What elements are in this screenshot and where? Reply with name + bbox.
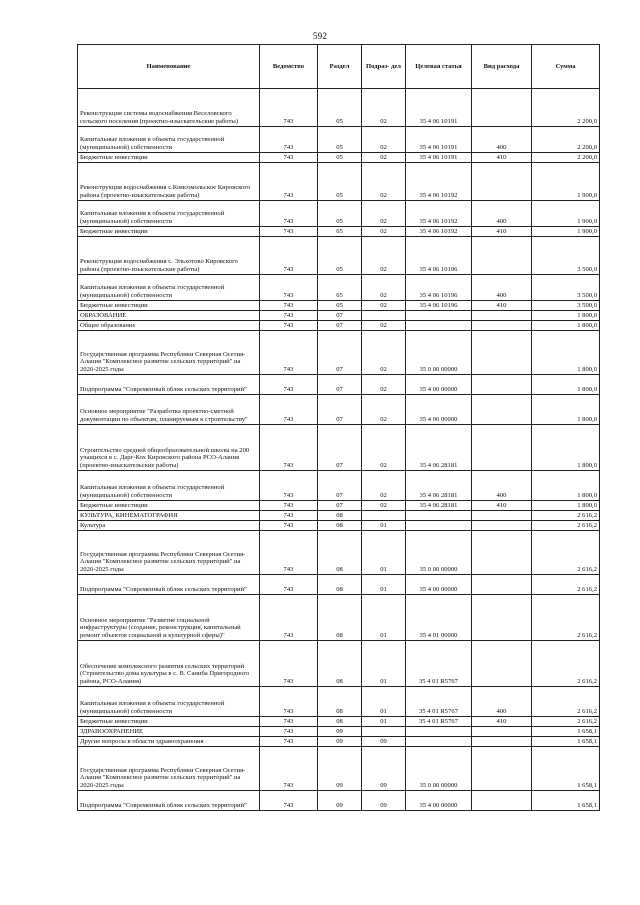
- row-amount: 1 800,0: [532, 311, 600, 321]
- row-target-article: 35 0 00 00000: [406, 531, 472, 575]
- row-subsection: 02: [362, 275, 406, 301]
- table-row: [78, 595, 600, 641]
- row-expense-type: [472, 747, 532, 791]
- row-department: 743: [260, 237, 318, 275]
- row-name: Основное мероприятие "Разработка проектно-сметной документации по объектам, планируемым к строительству": [78, 395, 260, 425]
- row-name: ОБРАЗОВАНИЕ: [78, 311, 260, 321]
- table-row: [78, 531, 600, 575]
- row-name: Обеспечение комплексного развития сельских территорий (Строительство дома культуры в с. В. Саниба Пригородного района, РСО-Алания): [78, 641, 260, 687]
- row-department: 743: [260, 311, 318, 321]
- row-subsection: 02: [362, 471, 406, 501]
- row-name: Подпрограмма "Современный облик сельских территорий": [78, 791, 260, 811]
- row-department: 743: [260, 595, 318, 641]
- row-target-article: [406, 727, 472, 737]
- row-target-article: [406, 737, 472, 747]
- row-subsection: 01: [362, 595, 406, 641]
- row-target-article: 35 4 01 00000: [406, 595, 472, 641]
- row-subsection: 02: [362, 395, 406, 425]
- row-subsection: 09: [362, 737, 406, 747]
- row-subsection: 02: [362, 301, 406, 311]
- row-expense-type: 410: [472, 717, 532, 727]
- row-department: 743: [260, 201, 318, 227]
- row-expense-type: 400: [472, 201, 532, 227]
- row-expense-type: 410: [472, 153, 532, 163]
- header-department: Ведомство: [260, 45, 318, 89]
- table-row: [78, 275, 600, 301]
- row-subsection: 02: [362, 163, 406, 201]
- row-subsection: 02: [362, 321, 406, 331]
- row-department: 743: [260, 791, 318, 811]
- row-subsection: [362, 311, 406, 321]
- header-name: Наименование: [78, 45, 260, 89]
- row-section: 07: [318, 375, 362, 395]
- row-name: Другие вопросы в области здравоохранения: [78, 737, 260, 747]
- row-name: Капитальные вложения в объекты государственной (муниципальной) собственности: [78, 687, 260, 717]
- row-section: 08: [318, 595, 362, 641]
- row-amount: 1 900,0: [532, 201, 600, 227]
- row-department: 743: [260, 227, 318, 237]
- row-amount: 2 616,2: [532, 511, 600, 521]
- row-name: Основное мероприятие "Развитие социальной инфраструктуры (создание, реконструкция, капитальный ремонт объектов социальной и культурной сферы)": [78, 595, 260, 641]
- row-expense-type: [472, 163, 532, 201]
- row-department: 743: [260, 727, 318, 737]
- row-department: 743: [260, 717, 318, 727]
- row-name: Подпрограмма "Современный облик сельских территорий": [78, 575, 260, 595]
- row-subsection: 02: [362, 375, 406, 395]
- row-expense-type: [472, 521, 532, 531]
- row-department: 743: [260, 687, 318, 717]
- row-amount: 2 616,2: [532, 531, 600, 575]
- row-target-article: 35 4 06 28181: [406, 501, 472, 511]
- row-name: Подпрограмма "Современный облик сельских территорий": [78, 375, 260, 395]
- row-section: 09: [318, 737, 362, 747]
- row-expense-type: [472, 425, 532, 471]
- row-section: 05: [318, 163, 362, 201]
- table-row: [78, 201, 600, 227]
- row-department: 743: [260, 163, 318, 201]
- row-section: 07: [318, 321, 362, 331]
- row-amount: 2 616,2: [532, 595, 600, 641]
- table-row: [78, 425, 600, 471]
- table-row: [78, 311, 600, 321]
- row-section: 07: [318, 395, 362, 425]
- row-department: 743: [260, 331, 318, 375]
- row-expense-type: 410: [472, 501, 532, 511]
- row-amount: 1 800,0: [532, 375, 600, 395]
- row-section: 07: [318, 425, 362, 471]
- table-row: [78, 127, 600, 153]
- row-department: 743: [260, 275, 318, 301]
- row-name: Строительство средней общеобразовательной школы на 200 учащихся в с. Дарг-Кох Кировского района РСО-Алания (проектно-изыскательские работы): [78, 425, 260, 471]
- row-section: 07: [318, 471, 362, 501]
- row-subsection: 02: [362, 425, 406, 471]
- header-target-article: Целевая статья: [406, 45, 472, 89]
- row-amount: 1 800,0: [532, 425, 600, 471]
- table-row: [78, 163, 600, 201]
- row-target-article: 35 0 00 00000: [406, 747, 472, 791]
- row-expense-type: [472, 395, 532, 425]
- row-department: 743: [260, 575, 318, 595]
- table-row: [78, 575, 600, 595]
- row-amount: 3 500,0: [532, 301, 600, 311]
- row-department: 743: [260, 641, 318, 687]
- row-name: Капитальные вложения в объекты государственной (муниципальной) собственности: [78, 275, 260, 301]
- row-expense-type: 400: [472, 275, 532, 301]
- row-department: 743: [260, 737, 318, 747]
- row-department: 743: [260, 321, 318, 331]
- table-row: [78, 521, 600, 531]
- row-department: 743: [260, 531, 318, 575]
- row-target-article: [406, 511, 472, 521]
- row-subsection: 09: [362, 791, 406, 811]
- row-target-article: 35 4 06 10191: [406, 127, 472, 153]
- row-target-article: [406, 311, 472, 321]
- row-amount: 2 616,2: [532, 687, 600, 717]
- row-section: 07: [318, 311, 362, 321]
- table-body: [78, 89, 600, 811]
- row-target-article: 35 4 06 10196: [406, 301, 472, 311]
- table-row: [78, 227, 600, 237]
- row-section: 05: [318, 227, 362, 237]
- row-name: Капитальные вложения в объекты государственной (муниципальной) собственности: [78, 127, 260, 153]
- row-target-article: 35 4 01 R5767: [406, 687, 472, 717]
- row-name: Государственная программа Республики Северная Осетия-Алания "Комплексное развитие сельских территорий" на 2020-2025 годы: [78, 747, 260, 791]
- table-row: [78, 237, 600, 275]
- row-department: 743: [260, 301, 318, 311]
- row-expense-type: 410: [472, 227, 532, 237]
- row-subsection: 09: [362, 747, 406, 791]
- row-amount: 1 658,1: [532, 727, 600, 737]
- row-name: Бюджетные инвестиции: [78, 227, 260, 237]
- row-expense-type: [472, 331, 532, 375]
- row-amount: 2 200,0: [532, 127, 600, 153]
- header-subsection: Подраз- дел: [362, 45, 406, 89]
- row-department: 743: [260, 127, 318, 153]
- row-section: 09: [318, 791, 362, 811]
- row-subsection: 02: [362, 89, 406, 127]
- row-section: 05: [318, 275, 362, 301]
- row-target-article: 35 4 06 10192: [406, 227, 472, 237]
- row-amount: 2 616,2: [532, 717, 600, 727]
- table-row: [78, 791, 600, 811]
- page-number: 592: [312, 31, 328, 41]
- row-subsection: 02: [362, 127, 406, 153]
- row-target-article: 35 4 01 R5767: [406, 717, 472, 727]
- row-name: Капитальные вложения в объекты государственной (муниципальной) собственности: [78, 201, 260, 227]
- table-header-row: [78, 45, 600, 89]
- table-row: [78, 395, 600, 425]
- row-target-article: 35 4 00 00000: [406, 791, 472, 811]
- row-section: 05: [318, 237, 362, 275]
- row-section: 07: [318, 331, 362, 375]
- row-expense-type: 410: [472, 301, 532, 311]
- row-name: Капитальные вложения в объекты государственной (муниципальной) собственности: [78, 471, 260, 501]
- row-name: Бюджетные инвестиции: [78, 153, 260, 163]
- row-department: 743: [260, 153, 318, 163]
- table-row: [78, 321, 600, 331]
- row-subsection: 02: [362, 331, 406, 375]
- row-section: 05: [318, 89, 362, 127]
- row-department: 743: [260, 471, 318, 501]
- table-row: [78, 153, 600, 163]
- row-target-article: 35 4 01 R5767: [406, 641, 472, 687]
- row-target-article: 35 4 06 10196: [406, 237, 472, 275]
- row-expense-type: 400: [472, 687, 532, 717]
- row-name: Бюджетные инвестиции: [78, 501, 260, 511]
- row-name: Государственная программа Республики Северная Осетия-Алания "Комплексное развитие сельских территорий" на 2020-2025 годы: [78, 331, 260, 375]
- row-name: Бюджетные инвестиции: [78, 301, 260, 311]
- row-expense-type: [472, 237, 532, 275]
- row-amount: 1 800,0: [532, 395, 600, 425]
- row-section: 08: [318, 717, 362, 727]
- row-section: 05: [318, 153, 362, 163]
- row-amount: 1 658,1: [532, 737, 600, 747]
- row-target-article: 35 4 06 10192: [406, 201, 472, 227]
- row-section: 08: [318, 521, 362, 531]
- row-subsection: 01: [362, 641, 406, 687]
- row-expense-type: [472, 641, 532, 687]
- row-expense-type: [472, 595, 532, 641]
- row-department: 743: [260, 395, 318, 425]
- row-section: 08: [318, 687, 362, 717]
- row-department: 743: [260, 425, 318, 471]
- table-row: [78, 471, 600, 501]
- row-target-article: 35 4 06 28181: [406, 471, 472, 501]
- row-section: 09: [318, 727, 362, 737]
- row-subsection: 01: [362, 521, 406, 531]
- row-section: 08: [318, 575, 362, 595]
- row-name: Реконструкция водоснабжения с. Эльхотово Кировского района (проектно-изыскательские работы): [78, 237, 260, 275]
- row-name: Бюджетные инвестиции: [78, 717, 260, 727]
- row-expense-type: [472, 791, 532, 811]
- row-expense-type: [472, 511, 532, 521]
- row-amount: 3 500,0: [532, 275, 600, 301]
- table-row: [78, 687, 600, 717]
- row-expense-type: [472, 375, 532, 395]
- row-amount: 2 616,2: [532, 521, 600, 531]
- row-name: Культура: [78, 521, 260, 531]
- row-subsection: 02: [362, 237, 406, 275]
- row-amount: 1 900,0: [532, 163, 600, 201]
- header-section: Раздел: [318, 45, 362, 89]
- table-row: [78, 511, 600, 521]
- row-name: Общее образование: [78, 321, 260, 331]
- row-amount: 1 900,0: [532, 227, 600, 237]
- table-row: [78, 501, 600, 511]
- row-department: 743: [260, 501, 318, 511]
- row-expense-type: [472, 531, 532, 575]
- table-row: [78, 301, 600, 311]
- row-expense-type: 400: [472, 127, 532, 153]
- row-expense-type: [472, 727, 532, 737]
- table-row: [78, 727, 600, 737]
- row-target-article: 35 4 00 00000: [406, 575, 472, 595]
- row-expense-type: [472, 89, 532, 127]
- row-section: 05: [318, 301, 362, 311]
- row-department: 743: [260, 747, 318, 791]
- table-row: [78, 717, 600, 727]
- budget-table: [77, 44, 600, 811]
- row-department: 743: [260, 521, 318, 531]
- row-target-article: 35 4 06 00000: [406, 395, 472, 425]
- table-row: [78, 375, 600, 395]
- table-row: [78, 89, 600, 127]
- row-amount: 1 800,0: [532, 331, 600, 375]
- row-section: 05: [318, 201, 362, 227]
- row-expense-type: [472, 311, 532, 321]
- table-row: [78, 641, 600, 687]
- row-department: 743: [260, 511, 318, 521]
- row-amount: 2 200,0: [532, 153, 600, 163]
- table-row: [78, 737, 600, 747]
- row-name: Государственная программа Республики Северная Осетия-Алания "Комплексное развитие сельских территорий" на 2020-2025 годы: [78, 531, 260, 575]
- row-subsection: [362, 511, 406, 521]
- row-section: 08: [318, 531, 362, 575]
- row-amount: 2 616,2: [532, 641, 600, 687]
- row-subsection: 02: [362, 201, 406, 227]
- row-target-article: [406, 321, 472, 331]
- row-target-article: [406, 521, 472, 531]
- row-name: Реконструкция водоснабжения с.Комсомольское Кировского района (проектно-изыскательские работы): [78, 163, 260, 201]
- row-section: 08: [318, 511, 362, 521]
- row-expense-type: [472, 575, 532, 595]
- row-section: 07: [318, 501, 362, 511]
- row-subsection: [362, 727, 406, 737]
- row-department: 743: [260, 89, 318, 127]
- row-amount: 1 658,1: [532, 747, 600, 791]
- row-amount: 2 200,0: [532, 89, 600, 127]
- row-department: 743: [260, 375, 318, 395]
- row-target-article: 35 4 06 10191: [406, 89, 472, 127]
- row-expense-type: [472, 321, 532, 331]
- row-amount: 2 616,2: [532, 575, 600, 595]
- row-target-article: 35 4 06 10192: [406, 163, 472, 201]
- row-expense-type: 400: [472, 471, 532, 501]
- header-expense-type: Вид расхода: [472, 45, 532, 89]
- row-expense-type: [472, 737, 532, 747]
- row-section: 08: [318, 641, 362, 687]
- row-target-article: 35 4 06 10191: [406, 153, 472, 163]
- row-amount: 1 800,0: [532, 321, 600, 331]
- row-target-article: 35 0 00 00000: [406, 331, 472, 375]
- table-row: [78, 747, 600, 791]
- row-subsection: 01: [362, 687, 406, 717]
- header-amount: Сумма: [532, 45, 600, 89]
- row-name: Реконструкция системы водоснабжения Веселовского сельского поселения (проектно-изыскательские работы): [78, 89, 260, 127]
- row-amount: 1 800,0: [532, 501, 600, 511]
- row-section: 05: [318, 127, 362, 153]
- row-target-article: 35 4 06 10196: [406, 275, 472, 301]
- row-amount: 1 658,1: [532, 791, 600, 811]
- row-section: 09: [318, 747, 362, 791]
- row-target-article: 35 4 00 00000: [406, 375, 472, 395]
- row-subsection: 02: [362, 153, 406, 163]
- row-subsection: 02: [362, 227, 406, 237]
- row-subsection: 01: [362, 575, 406, 595]
- row-amount: 3 500,0: [532, 237, 600, 275]
- row-amount: 1 800,0: [532, 471, 600, 501]
- table-row: [78, 331, 600, 375]
- row-subsection: 02: [362, 501, 406, 511]
- row-name: ЗДРАВООХРАНЕНИЕ: [78, 727, 260, 737]
- row-name: КУЛЬТУРА, КИНЕМАТОГРАФИЯ: [78, 511, 260, 521]
- row-subsection: 01: [362, 717, 406, 727]
- row-subsection: 01: [362, 531, 406, 575]
- row-target-article: 35 4 06 28181: [406, 425, 472, 471]
